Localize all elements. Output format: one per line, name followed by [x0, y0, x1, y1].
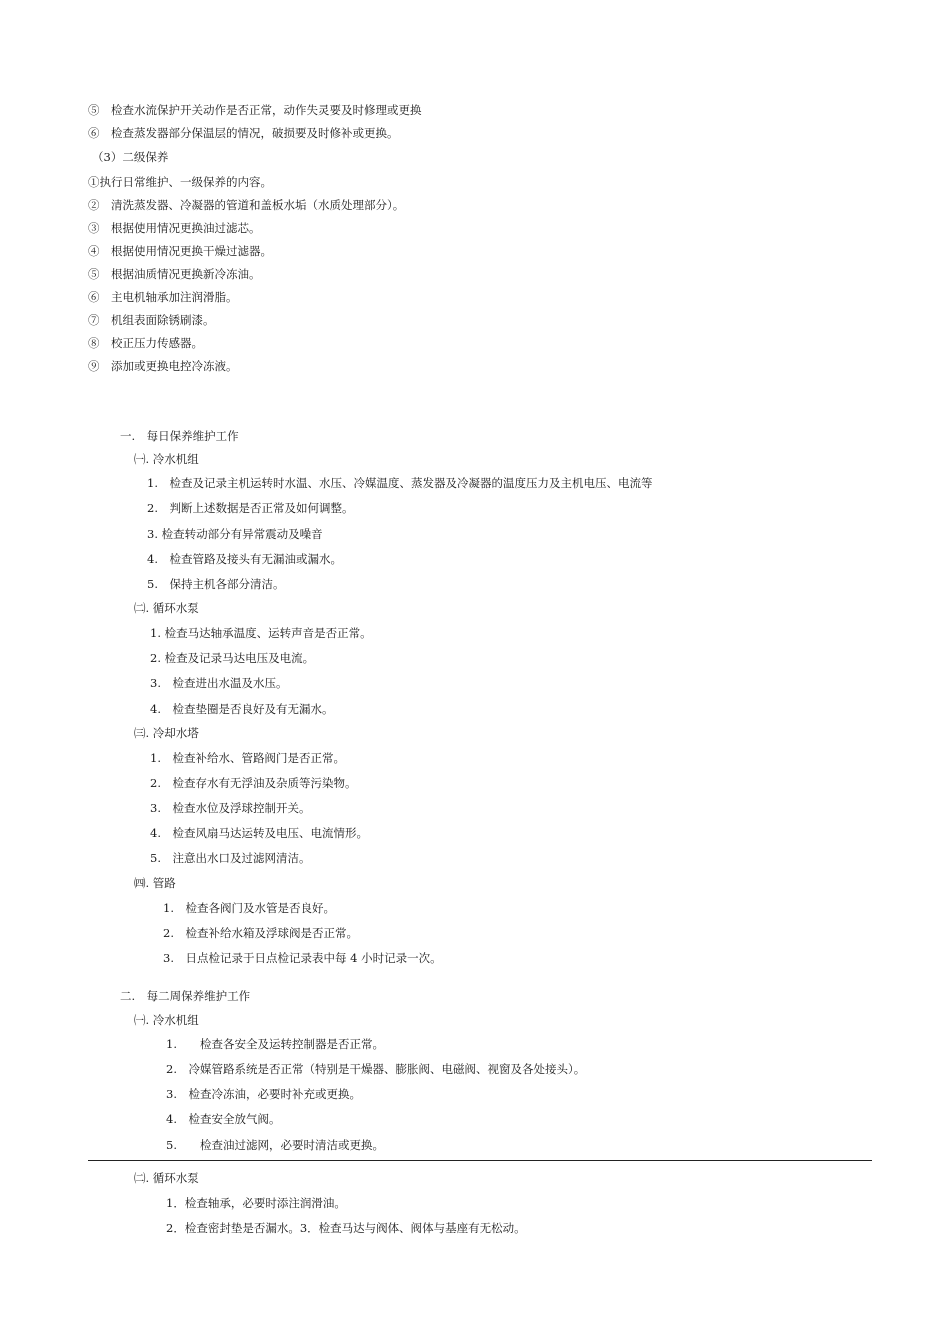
- list-item: 1. 检查各阀门及水管是否良好。: [163, 901, 335, 915]
- list-item: 3. 检查转动部分有异常震动及噪音: [147, 527, 323, 541]
- list-item: ③ 根据使用情况更换油过滤芯。: [88, 221, 261, 235]
- list-item: 3. 日点检记录于日点检记录表中每 4 小时记录一次。: [163, 951, 442, 965]
- list-item: 3. 检查进出水温及水压。: [150, 676, 288, 690]
- list-item: 4. 检查安全放气阀。: [166, 1112, 281, 1126]
- subsection-heading: ㈠. 冷水机组: [134, 1013, 199, 1027]
- page-divider: [88, 1160, 872, 1161]
- section-heading: （3）二级保养: [92, 150, 169, 164]
- list-item: 2. 检查存水有无浮油及杂质等污染物。: [150, 776, 357, 790]
- list-item: 2. 冷媒管路系统是否正常（特别是干燥器、膨胀阀、电磁阀、视窗及各处接头）。: [166, 1062, 586, 1076]
- list-item: 5. 检查油过滤网，必要时清洁或更换。: [166, 1138, 384, 1152]
- list-item: ⑧ 校正压力传感器。: [88, 336, 203, 350]
- list-item: 3. 检查冷冻油，必要时补充或更换。: [166, 1087, 361, 1101]
- list-item: ⑤ 根据油质情况更换新冷冻油。: [88, 267, 261, 281]
- subsection-heading: ㈢. 冷却水塔: [134, 726, 199, 740]
- subsection-heading: ㈡. 循环水泵: [134, 1171, 199, 1185]
- subsection-heading: ㈣. 管路: [134, 876, 176, 890]
- list-item: 4. 检查垫圈是否良好及有无漏水。: [150, 702, 334, 716]
- list-item: ② 清洗蒸发器、冷凝器的管道和盖板水垢（水质处理部分）。: [88, 198, 405, 212]
- intro-item: ⑥ 检查蒸发器部分保温层的情况，破损要及时修补或更换。: [88, 126, 399, 140]
- list-item: 2．检查密封垫是否漏水。3．检查马达与阀体、阀体与基座有无松动。: [166, 1221, 526, 1235]
- list-item: ④ 根据使用情况更换干燥过滤器。: [88, 244, 272, 258]
- list-item: 5. 保持主机各部分清洁。: [147, 577, 285, 591]
- section-heading: 一. 每日保养维护工作: [120, 429, 239, 443]
- list-item: 1. 检查各安全及运转控制器是否正常。: [166, 1037, 384, 1051]
- list-item: 1. 检查及记录主机运转时水温、水压、冷媒温度、蒸发器及冷凝器的温度压力及主机电压、电流等: [147, 476, 653, 490]
- section-heading: 二. 每二周保养维护工作: [120, 989, 251, 1003]
- list-item: 4. 检查风扇马达运转及电压、电流情形。: [150, 826, 368, 840]
- list-item: 2. 判断上述数据是否正常及如何调整。: [147, 501, 354, 515]
- list-item: 2. 检查及记录马达电压及电流。: [150, 651, 315, 665]
- list-item: 3. 检查水位及浮球控制开关。: [150, 801, 311, 815]
- subsection-heading: ㈡. 循环水泵: [134, 601, 199, 615]
- list-item: 5. 注意出水口及过滤网清洁。: [150, 851, 311, 865]
- list-item: ①执行日常维护、一级保养的内容。: [88, 175, 272, 189]
- list-item: ⑨ 添加或更换电控冷冻液。: [88, 359, 238, 373]
- list-item: ⑦ 机组表面除锈刷漆。: [88, 313, 215, 327]
- list-item: 1. 检查马达轴承温度、运转声音是否正常。: [150, 626, 372, 640]
- list-item: 2. 检查补给水箱及浮球阀是否正常。: [163, 926, 358, 940]
- intro-item: ⑤ 检查水流保护开关动作是否正常，动作失灵要及时修理或更换: [88, 103, 422, 117]
- list-item: 1．检查轴承，必要时添注润滑油。: [166, 1196, 346, 1210]
- list-item: ⑥ 主电机轴承加注润滑脂。: [88, 290, 238, 304]
- subsection-heading: ㈠. 冷水机组: [134, 452, 199, 466]
- list-item: 1. 检查补给水、管路阀门是否正常。: [150, 751, 345, 765]
- list-item: 4. 检查管路及接头有无漏油或漏水。: [147, 552, 342, 566]
